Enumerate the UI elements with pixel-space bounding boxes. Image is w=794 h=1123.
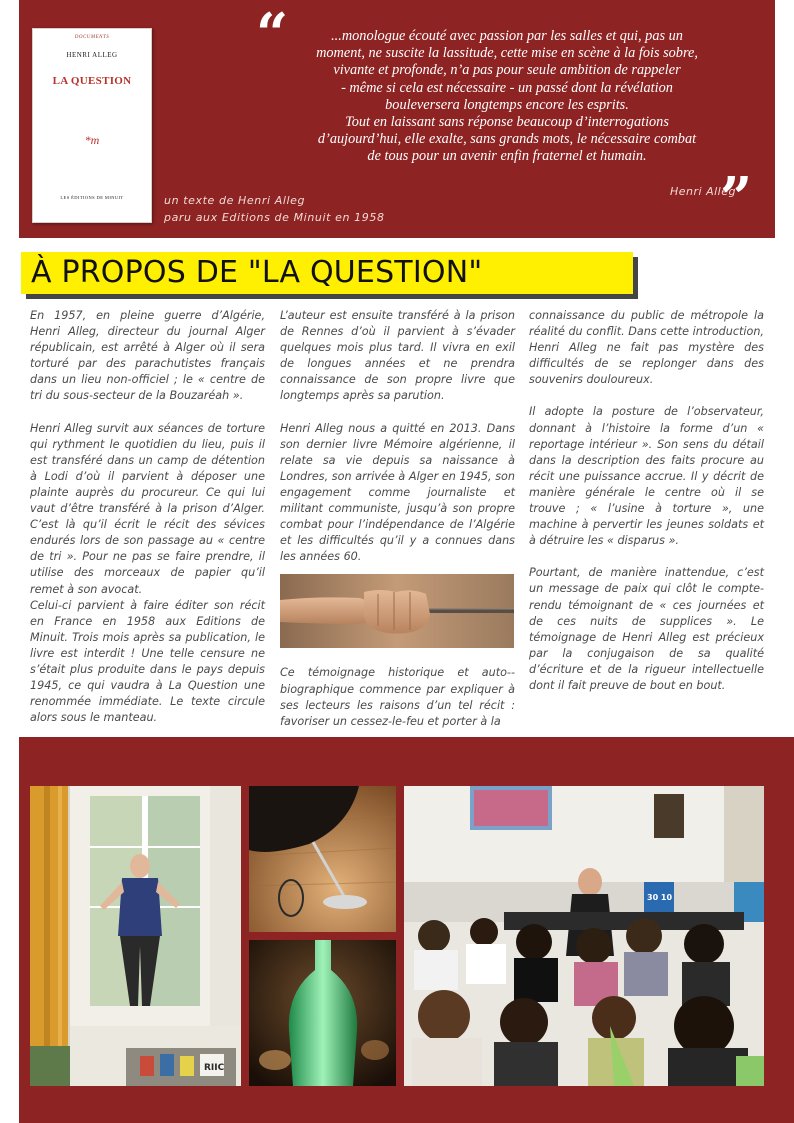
quote-line: de tous pour un avenir enfin fraternel et humain. [367, 148, 647, 165]
poster-text: 30 10 [647, 893, 673, 902]
press-quote [292, 28, 722, 166]
quote-line: - même si cela est nécessaire - un passé dont la révélation [341, 79, 673, 96]
caption-line: paru aux Editions de Minuit en 1958 [164, 211, 385, 224]
article-paragraph: Henri Alleg survit aux séances de torture qui rythment le quotidien du lieu, puis il est transféré dans un camp de détention à Lodi d’où il parvient à déposer une plainte auprès du procureur. Ce qui lui vaut d’être transféré à la prison d’Alger. C’est là qu’il écrit le récit des sévices endurés lors de son passage au « centre de tri ». Pour ne pas se faire prendre, il utilise des morceaux de papier qu’il remet à son avocat. [30, 421, 265, 596]
quote-line: moment, ne suscite la lassitude, cette mise en scène à la fois sobre, [316, 45, 698, 62]
hand-gripping-bar-photo [280, 574, 514, 648]
article-paragraph: Ce témoignage historique et auto--biographique commence par expliquer à ses lecteurs les raisons d’un tel récit : favoriser un cessez-le-feu et porter à la [280, 666, 515, 728]
book-cover [32, 28, 152, 223]
publisher-logo-icon: *m [84, 133, 100, 147]
desk-lamp-photo [249, 786, 396, 932]
actor-at-window-photo [30, 786, 241, 1086]
article-column-3 [529, 308, 764, 694]
article-paragraph: connaissance du public de métropole la réalité du conflit. Dans cette introduction, Henri Alleg ne fait pas mystère des difficultés de se replonger dans des souvenirs douloureux. [529, 309, 764, 387]
caption-line: un texte de Henri Alleg [164, 194, 306, 207]
quote-line: d’aujourd’hui, elle exalte, sans grands mots, le nécessaire combat [317, 131, 697, 148]
classroom-audience-photo [404, 786, 764, 1086]
quote-author: Henri Alleg [670, 185, 736, 198]
article-column-1 [30, 308, 265, 726]
article-paragraph: Henri Alleg nous a quitté en 2013. Dans son dernier livre Mémoire algérienne, il relate sa vie depuis sa naissance à Londres, son arrivée à Alger en 1945, son engagement comme journaliste et militant communiste, jusqu’à son propre combat pour l’indépendance de l’Algérie et les difficultés qu’il y a connues dans les années 60. [280, 421, 515, 564]
close-quote-icon: ” [720, 165, 753, 231]
green-bottle-photo [249, 940, 396, 1086]
book-author: HENRI ALLEG [66, 51, 118, 59]
quote-line: ...monologue écouté avec passion par les salles et qui, pas un [331, 28, 683, 44]
book-caption [164, 192, 385, 226]
article-paragraph: Pourtant, de manière inattendue, c’est un message de paix qui clôt le compte-rendu témoignant de « ces journées et de ces nuits de supplices ». Le témoignage de Henri Alleg est précieux par la conjugaison de sa qualité d’écriture et de la rigueur intellectuelle dont il fait preuve de bout en bout. [529, 566, 764, 692]
quote-line: vivante et profonde, n’a pas pour seule ambition de rappeler [333, 62, 681, 79]
quote-line: bouleversera longtemps encore les esprits. [385, 96, 629, 113]
open-quote-icon: “ [256, 1, 289, 67]
section-heading: À PROPOS DE "LA QUESTION" [31, 255, 483, 290]
article-paragraph: Il adopte la posture de l’observateur, donnant à l’histoire la forme d’un « reportage intérieur ». Son sens du détail dans la description des faits procure au récit une puissance accrue. Il y décrit de manière générale le centre où il se trouve ; « l’usine à torture », une machine à pervertir les jeunes soldats et à détruire les « disparus ». [529, 405, 764, 548]
book-title: LA QUESTION [52, 75, 132, 87]
book-publisher: LES ÉDITIONS DE MINUIT [60, 195, 124, 200]
article-paragraph: Celui-ci parvient à faire éditer son récit en France en 1958 aux Editions de Minuit. Trois mois après sa publication, le livre est interdit ! Une telle censure ne s’était plus produite dans le pays depuis 1945, ce qui vaudra à La Question une renommée immédiate. Le texte circule alors sous le manteau. [30, 598, 265, 725]
sign-text: RIIC [204, 1063, 225, 1073]
article-column-2 [280, 308, 515, 730]
quote-line: Tout en laissant sans réponse beaucoup d’interrogations [345, 114, 669, 131]
article-paragraph: En 1957, en pleine guerre d’Algérie, Henri Alleg, directeur du journal Alger républicain, est arrêté à Alger où il sera torturé par des parachutistes français dans un lieu non-officiel ; le « centre de tri du sous-secteur de la Bouzaréah ». [30, 309, 265, 403]
article-paragraph: L’auteur est ensuite transféré à la prison de Rennes d’où il parvient à s’évader quelques mois plus tard. Il vivra en exil de longues années et ne prendra connaissance de son propre livre que longtemps après sa parution. [280, 309, 515, 403]
section-heading-box [21, 252, 633, 294]
book-series: DOCUMENTS [74, 35, 110, 40]
